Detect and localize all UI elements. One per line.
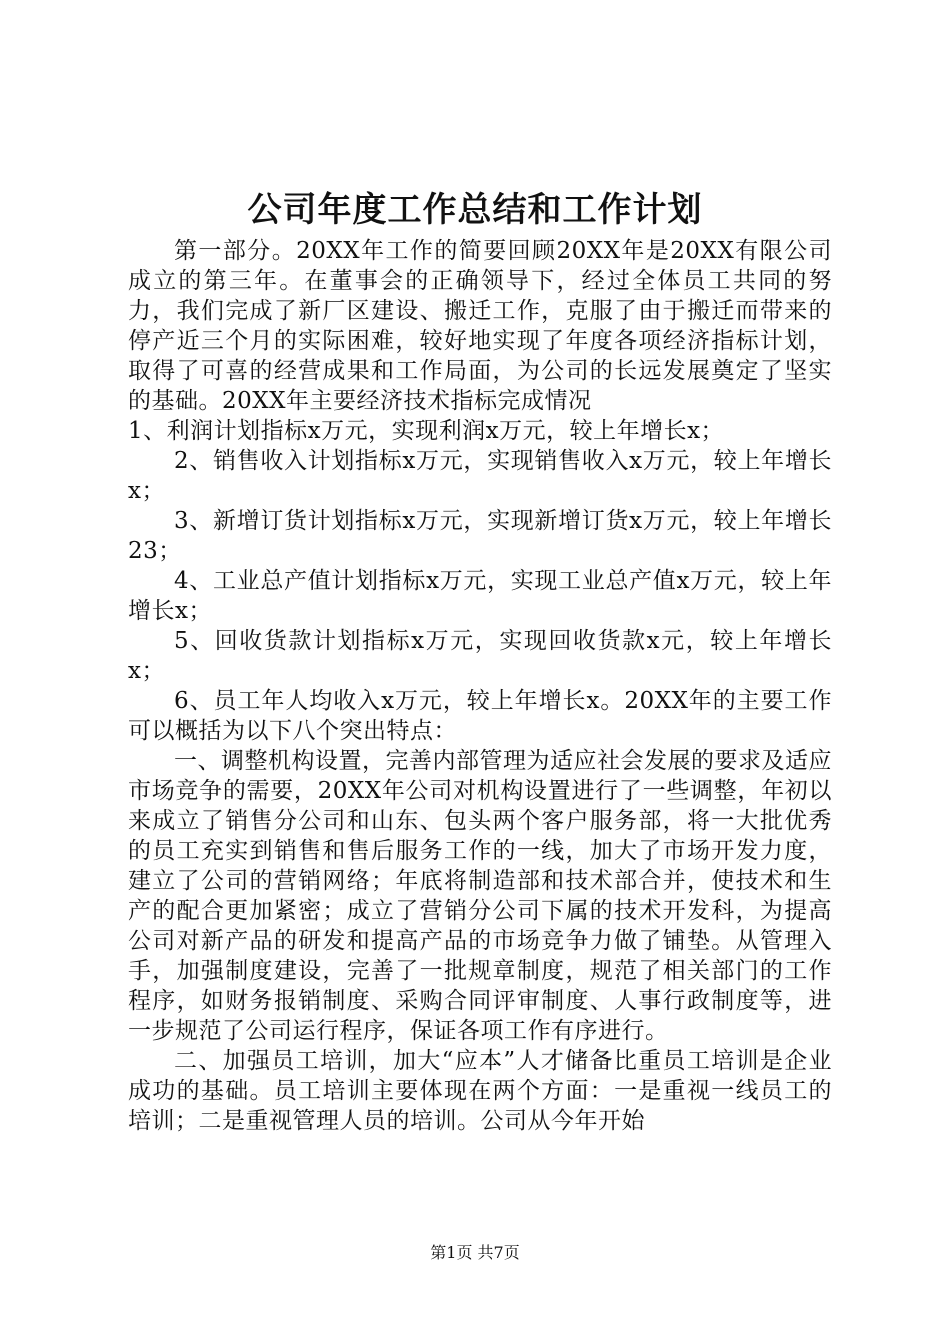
document-title: 公司年度工作总结和工作计划	[247, 190, 703, 230]
paragraph-item-2: 2、销售收入计划指标x万元，实现销售收入x万元，较上年增长x；	[128, 448, 832, 504]
paragraph-item-5: 5、回收货款计划指标x万元，实现回收货款x元，较上年增长x；	[128, 628, 832, 684]
paragraph-item-1: 1、利润计划指标x万元，实现利润x万元，较上年增长x；	[128, 418, 725, 444]
document-body	[128, 236, 832, 1136]
paragraph-item-6: 6、员工年人均收入x万元，较上年增长x。20XX年的主要工作可以概括为以下八个突出特点：	[128, 688, 832, 744]
paragraph-item-3: 3、新增订货计划指标x万元，实现新增订货x万元，较上年增长23；	[128, 508, 832, 564]
page-number-footer: 第1页 共7页	[430, 1243, 520, 1262]
paragraph-section-1: 一、调整机构设置，完善内部管理为适应社会发展的要求及适应市场竞争的需要，20XX年公司对机构设置进行了一些调整，年初以来成立了销售分公司和山东、包头两个客户服务部，将一大批优秀的员工充实到销售和售后服务工作的一线，加大了市场开发力度，建立了公司的营销网络；年底将制造部和技术部合并，使技术和生产的配合更加紧密；成立了营销分公司下属的技术开发科，为提高公司对新产品的研发和提高产品的市场竞争力做了铺垫。从管理入手，加强制度建设，完善了一批规章制度，规范了相关部门的工作程序，如财务报销制度、采购合同评审制度、人事行政制度等，进一步规范了公司运行程序，保证各项工作有序进行。	[128, 748, 832, 1044]
paragraph-intro: 第一部分。20XX年工作的简要回顾20XX年是20XX有限公司成立的第三年。在董事会的正确领导下，经过全体员工共同的努力，我们完成了新厂区建设、搬迁工作，克服了由于搬迁而带来的停产近三个月的实际困难，较好地实现了年度各项经济指标计划，取得了可喜的经营成果和工作局面，为公司的长远发展奠定了坚实的基础。20XX年主要经济技术指标完成情况	[128, 238, 832, 414]
paragraph-section-2: 二、加强员工培训，加大“应本”人才储备比重员工培训是企业成功的基础。员工培训主要体现在两个方面：一是重视一线员工的培训；二是重视管理人员的培训。公司从今年开始	[128, 1048, 832, 1134]
paragraph-item-4: 4、工业总产值计划指标x万元，实现工业总产值x万元，较上年增长x；	[128, 568, 832, 624]
